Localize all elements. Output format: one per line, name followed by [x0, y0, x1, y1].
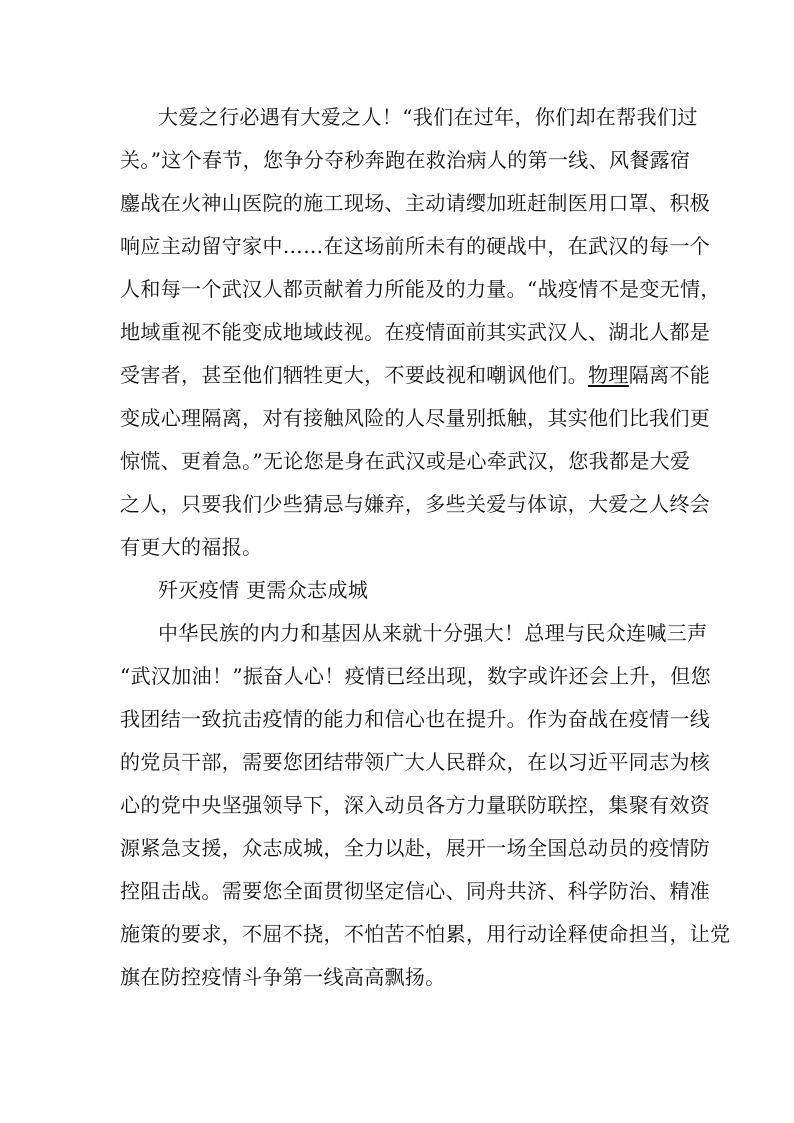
- paragraph-line: 惊慌、更着急。”无论您是身在武汉或是心牵武汉，您我都是大爱: [120, 449, 691, 473]
- paragraph-line: 的党员干部，需要您团结带领广大人民群众，在以习近平同志为核: [120, 750, 711, 774]
- paragraph-line: 之人，只要我们少些猜忌与嫌弃，多些关爱与体谅，大爱之人终会: [120, 492, 711, 516]
- paragraph-line: 变成心理隔离，对有接触风险的人尽量别抵触，其实他们比我们更: [120, 406, 711, 430]
- paragraph-line: [120, 355, 711, 395]
- paragraph-line: 地域重视不能变成地域歧视。在疫情面前其实武汉人、湖北人都是: [120, 320, 711, 344]
- paragraph-line-text: 受害者，甚至他们牺牲更大，不要歧视和嘲讽他们。: [120, 363, 589, 387]
- paragraph-line: 旗在防控疫情斗争第一线高高飘扬。: [120, 965, 446, 989]
- paragraph-line-text: 隔离不能: [628, 363, 711, 387]
- paragraph-line: 中华民族的内力和基因从来就十分强大！总理与民众连喊三声: [158, 621, 708, 645]
- paragraph-line: 关。”这个春节，您争分夺秒奔跑在救治病人的第一线、风餐露宿: [120, 148, 691, 172]
- paragraph-line: 大爱之行必遇有大爱之人！“我们在过年，你们却在帮我们过: [158, 105, 698, 129]
- paragraph-line: 源紧急支援，众志成城，全力以赴，展开一场全国总动员的疫情防: [120, 836, 711, 860]
- paragraph-line: 施策的要求，不屈不挠，不怕苦不怕累，用行动诠释使命担当，让党: [120, 922, 731, 946]
- paragraph-line: 我团结一致抗击疫情的能力和信心也在提升。作为奋战在疫情一线: [120, 707, 711, 731]
- underlined-term: 物理: [588, 363, 629, 387]
- paragraph-line: “武汉加油！”振奋人心！疫情已经出现，数字或许还会上升，但您: [120, 664, 711, 688]
- paragraph-line: 人和每一个武汉人都贡献着力所能及的力量。“战疫情不是变无情，: [120, 277, 721, 301]
- paragraph-line: 心的党中央坚强领导下，深入动员各方力量联防联控，集聚有效资: [120, 793, 711, 817]
- paragraph-line: 控阻击战。需要您全面贯彻坚定信心、同舟共济、科学防治、精准: [120, 879, 711, 903]
- paragraph-line: 鏖战在火神山医院的施工现场、主动请缨加班赶制医用口罩、积极: [120, 191, 711, 215]
- section-heading: 歼灭疫情 更需众志成城: [158, 578, 369, 602]
- paragraph-line: 响应主动留守家中……在这场前所未有的硬战中，在武汉的每一个: [120, 234, 711, 258]
- paragraph-line: 有更大的福报。: [120, 535, 263, 559]
